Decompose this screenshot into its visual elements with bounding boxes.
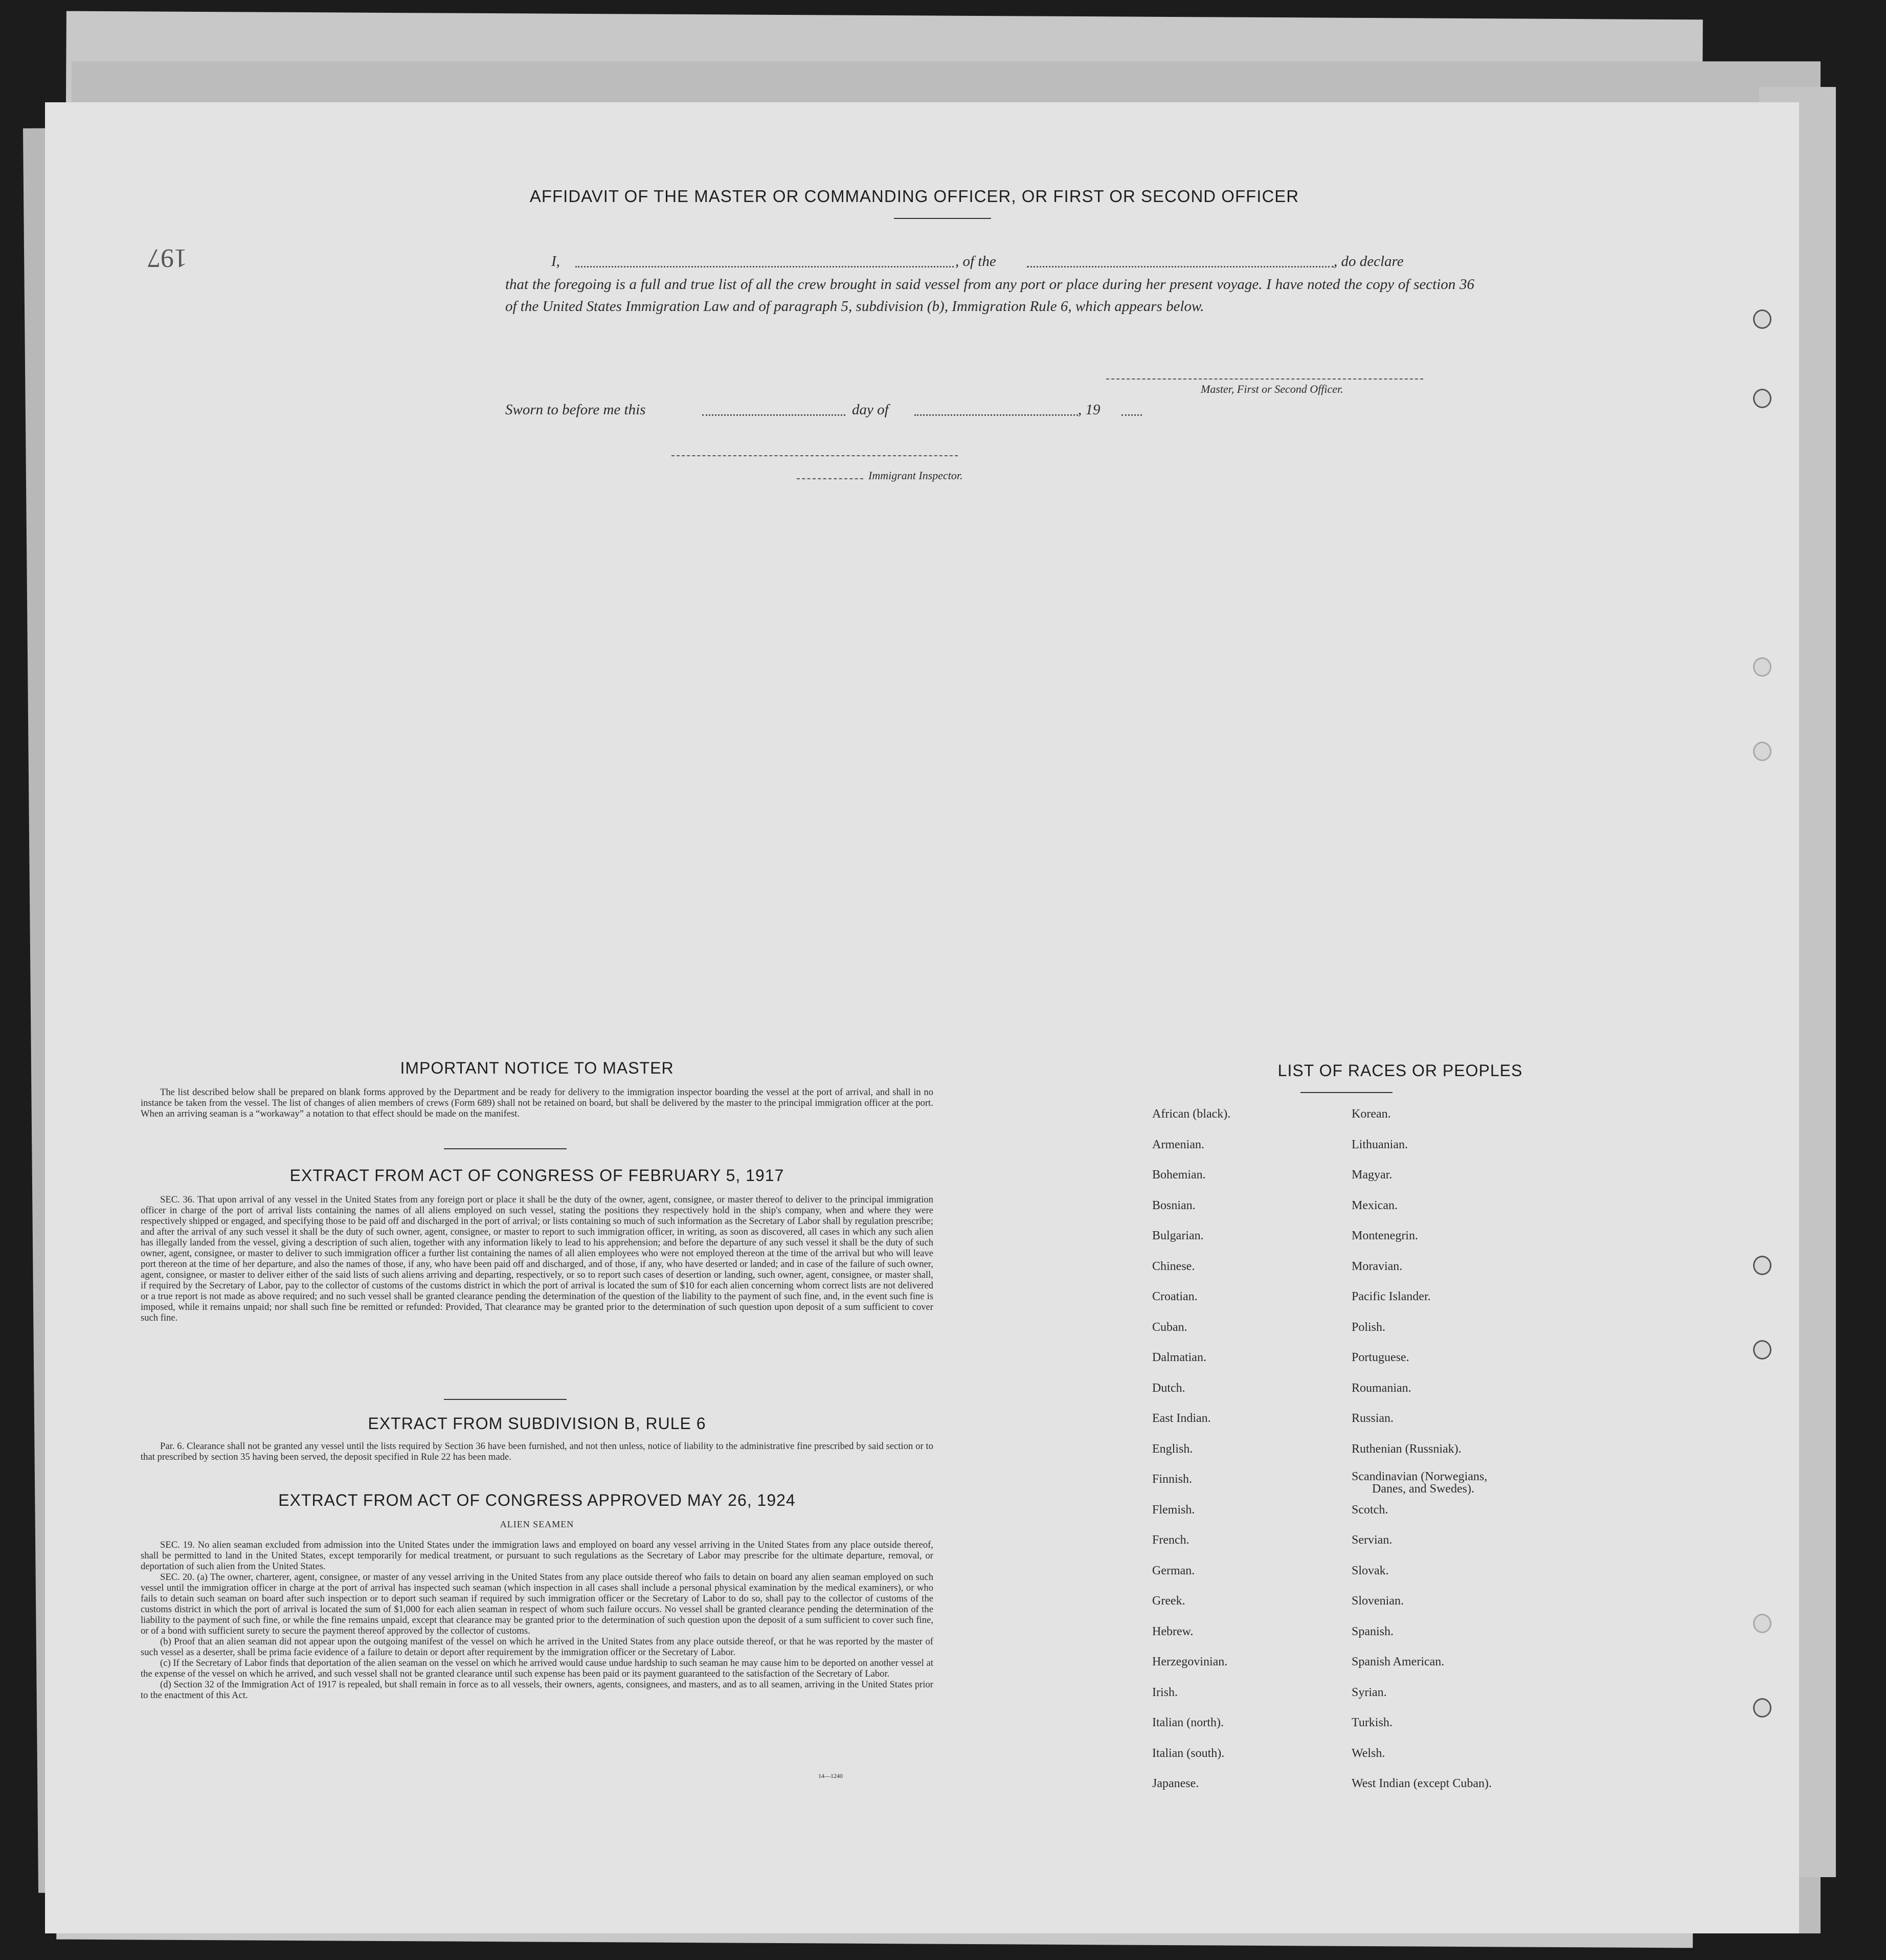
- sworn-day-field[interactable]: [702, 414, 845, 416]
- race-item: Dutch.: [1152, 1381, 1185, 1395]
- race-item: Herzegovinian.: [1152, 1655, 1228, 1668]
- race-item: Armenian.: [1152, 1138, 1204, 1151]
- race-item: Roumanian.: [1352, 1381, 1411, 1395]
- inspector-signature-field[interactable]: [671, 455, 958, 456]
- race-item: Chinese.: [1152, 1259, 1195, 1273]
- extract-1924-body: [141, 1540, 933, 1701]
- race-item: Scotch.: [1352, 1503, 1388, 1517]
- binder-hole: [1753, 1256, 1771, 1275]
- page-stamp: 197: [147, 243, 187, 273]
- race-item: Pacific Islander.: [1352, 1290, 1431, 1303]
- binder-hole: [1753, 657, 1771, 677]
- race-item: West Indian (except Cuban).: [1352, 1777, 1492, 1790]
- race-item: Italian (north).: [1152, 1716, 1224, 1729]
- alien-seamen-subtitle: ALIEN SEAMEN: [500, 1519, 574, 1529]
- race-item: Hebrew.: [1152, 1624, 1194, 1638]
- inspector-caption: Immigrant Inspector.: [868, 469, 963, 482]
- section-rule: [444, 1148, 567, 1149]
- sworn-label: Sworn to before me this: [505, 402, 646, 418]
- race-item: Turkish.: [1352, 1716, 1393, 1729]
- race-item: German.: [1152, 1564, 1195, 1577]
- notice-title: IMPORTANT NOTICE TO MASTER: [400, 1059, 674, 1077]
- title-rule: [894, 218, 991, 219]
- section-rule: [444, 1399, 567, 1400]
- race-item: Korean.: [1352, 1107, 1391, 1121]
- races-left-column: [1152, 1107, 1346, 1790]
- binder-hole: [1753, 1698, 1771, 1718]
- races-rule: [1300, 1092, 1393, 1093]
- race-item: Syrian.: [1352, 1685, 1387, 1699]
- race-item: Russian.: [1352, 1412, 1394, 1425]
- race-item: Bosnian.: [1152, 1198, 1196, 1212]
- race-item: Dalmatian.: [1152, 1351, 1206, 1364]
- master-signature-field[interactable]: [1106, 378, 1423, 380]
- affidavit-declaration-line: [505, 251, 1477, 274]
- race-item: English.: [1152, 1442, 1193, 1456]
- year-field[interactable]: [1121, 414, 1142, 416]
- section-36-body: That upon arrival of any vessel in the United States from any foreign port or place it shall be the duty of the owner, agent, consignee, or master thereof to deliver to the principal immigration officer in charge of the port of arrival lists containing the names of all aliens employed on such vessel, stating the positions they respectively hold in the ship's company, when and where they were respectively shipped or engaged, and specifying those to be paid off and discharged in the port of arrival; or lists containing so much of such information as the Secretary of Labor shall by regulation prescribe; and after the arrival of any such vessel it shall be the duty of such owner, agent, consignee, or master to report to such immigration officer, in writing, as soon as discovered, all cases in which any such alien has illegally landed from the vessel, giving a description of such alien, together with any information likely to lead to his apprehension; and before the departure of any such vessel it shall be the duty of such owner, agent, consignee, or master to deliver to such immigration officer a further list containing the names of all alien employees who were not employed thereon at the time of the arrival but who will leave port thereon at the time of her departure, and also the names of those, if any, who have been paid off and discharged, and of those, if any, who have deserted or landed; and in case of the failure of such owner, agent, consignee, or master to deliver either of the said lists of such aliens arriving and departing, respectively, or so to report such cases of desertion or landing, such owner, agent, consignee, or master shall, if required by the Secretary of Labor, pay to the collector of customs of the customs district in which the port of arrival is located the sum of $10 for each alien concerning whom correct lists are not delivered or a true report is not made as above required; and no such vessel shall be granted clearance pending the determination of the question of the liability to the payment of such fine, and, in the event such fine is imposed, while it remains unpaid; nor shall such fine be remitted or refunded: Provided, That clearance may be granted prior to the determination of such question upon deposit of a sum sufficient to cover such fine.: [141, 1194, 934, 1323]
- affidavit-body: that the foregoing is a full and true list of all the crew brought in said vessel from any port or place during her present voyage. I have noted the copy of section 36 of the United States Immigration Law and of paragraph 5, subdivision (b), Immigration Rule 6, which appears below.: [505, 276, 1474, 315]
- races-right-column: [1352, 1107, 1582, 1790]
- race-item: Finnish.: [1152, 1473, 1193, 1486]
- section-36-text: [141, 1194, 933, 1323]
- binder-hole: [1753, 1614, 1771, 1633]
- section-20d-text: (d) Section 32 of the Immigration Act of 1917 is repealed, but shall remain in force as to all vessels, their owners, agents, consignees, and masters, and as to all seamen, arriving in the United States prior to the enactment of this Act.: [141, 1679, 933, 1701]
- name-field[interactable]: [575, 266, 954, 268]
- race-item: Magyar.: [1352, 1168, 1393, 1182]
- master-caption: Master, First or Second Officer.: [1201, 383, 1343, 395]
- race-item: Lithuanian.: [1352, 1138, 1408, 1151]
- race-item: Slovak.: [1352, 1564, 1389, 1577]
- of-the-label: , of the: [955, 253, 996, 270]
- rule-6-text: Par. 6. Clearance shall not be granted any vessel until the lists required by Section 36 have been furnished, and not then unless, notice of liability to the administrative fine prescribed by said section or to that prescribed by section 35 having been served, the deposit specified in Rule 22 has been made.: [141, 1441, 933, 1462]
- section-19-text: SEC. 19. No alien seaman excluded from admission into the United States under the immigration laws and employed on board any vessel arriving in the United States from any place outside thereof, shall be permitted to land in the United States, except temporarily for medical treatment, or pursuant to such regulations as the Secretary of Labor may prescribe for the ultimate departure, removal, or deportation of such alien from the United States.: [141, 1540, 933, 1572]
- race-item: Cuban.: [1152, 1320, 1187, 1334]
- race-item: Portuguese.: [1352, 1351, 1409, 1364]
- binder-hole: [1753, 1340, 1771, 1360]
- vessel-field[interactable]: [1027, 266, 1334, 268]
- race-item: Welsh.: [1352, 1746, 1385, 1760]
- race-item: Montenegrin.: [1352, 1229, 1418, 1242]
- day-of-label: day of: [852, 402, 889, 418]
- notice-text: The list described below shall be prepared on blank forms approved by the Department and be ready for delivery to the immigration inspector boarding the vessel at the port of arrival, and shall in no instance be taken from the vessel. The list of changes of alien members of crews (Form 689) shall not be retained on board, but shall be delivered by the master to the principal immigration officer at the port. When an arriving seaman is a “workaway” a notation to that effect should be made on the manifest.: [141, 1087, 933, 1119]
- race-item: Servian.: [1352, 1533, 1393, 1547]
- race-item: Scandinavian (Norwegians, Danes, and Swedes).: [1352, 1470, 1488, 1496]
- race-item: Japanese.: [1152, 1777, 1199, 1790]
- race-item: Bulgarian.: [1152, 1229, 1204, 1242]
- race-item: African (black).: [1152, 1107, 1231, 1121]
- race-item: Flemish.: [1152, 1503, 1195, 1517]
- section-36-label: SEC. 36.: [160, 1194, 195, 1205]
- extract-1924-title: EXTRACT FROM ACT OF CONGRESS APPROVED MAY 26, 1924: [278, 1491, 796, 1509]
- sworn-line: [505, 399, 1221, 422]
- race-item: Ruthenian (Russniak).: [1352, 1442, 1462, 1456]
- affidavit-title: AFFIDAVIT OF THE MASTER OR COMMANDING OFFICER, OR FIRST OR SECOND OFFICER: [529, 187, 1299, 206]
- race-item: Moravian.: [1352, 1259, 1403, 1273]
- form-number: 14—1240: [818, 1772, 843, 1779]
- sworn-month-field[interactable]: [914, 414, 1078, 416]
- race-item: Slovenian.: [1352, 1594, 1404, 1608]
- section-20b-text: (b) Proof that an alien seaman did not appear upon the outgoing manifest of the vessel on which he arrived in the United States from any place outside thereof, or that he was reported by the master of such vessel as a deserter, shall be prima facie evidence of a failure to detain or deport after requirement by the immigration officer or the Secretary of Labor.: [141, 1636, 933, 1658]
- race-item: Spanish American.: [1352, 1655, 1445, 1668]
- inspector-prefix-field[interactable]: [797, 478, 863, 479]
- race-item: Croatian.: [1152, 1290, 1198, 1303]
- race-item: Italian (south).: [1152, 1746, 1225, 1760]
- extract-1917-title: EXTRACT FROM ACT OF CONGRESS OF FEBRUARY 5, 1917: [289, 1166, 784, 1185]
- section-20c-text: (c) If the Secretary of Labor finds that deportation of the alien seaman on the vessel on which he arrived would cause undue hardship to such seaman he may cause him to be deported on another vessel at the expense of the vessel on which he arrived, and such vessel shall not be granted clearance until such expense has been paid or its payment guaranteed to the satisfaction of the Secretary of Labor.: [141, 1658, 933, 1679]
- race-item: Irish.: [1152, 1685, 1178, 1699]
- race-item: Spanish.: [1352, 1624, 1394, 1638]
- race-item: Polish.: [1352, 1320, 1386, 1334]
- section-20a-text: SEC. 20. (a) The owner, charterer, agent, consignee, or master of any vessel arriving in the United States from any place outside thereof who fails to detain on board any alien seaman employed on such vessel until the immigration officer in charge at the port of arrival has inspected such seaman (which inspection in all cases shall include a personal physical examination by the medical examiners), or who fails to detain such seaman on board after such inspection or to deport such seaman if required by such immigration officer or the Secretary of Labor to do so, shall pay to the collector of customs of the customs district in which the port of arrival is located the sum of $1,000 for each alien seaman in respect of whom such failure occurs. No vessel shall be granted clearance pending the determination of the liability to the payment of such fine, or while the fine remains unpaid, except that clearance may be granted prior to the determination of such question upon the deposit of a sum sufficient to cover such fine, or of a bond with sufficient surety to secure the payment thereof approved by the collector of customs.: [141, 1572, 933, 1636]
- race-item: East Indian.: [1152, 1412, 1211, 1425]
- races-title: LIST OF RACES OR PEOPLES: [1277, 1061, 1523, 1080]
- race-item: French.: [1152, 1533, 1189, 1547]
- do-declare-label: , do declare: [1334, 253, 1404, 270]
- binder-hole: [1753, 742, 1771, 761]
- document-page: [45, 102, 1799, 1933]
- race-item: Bohemian.: [1152, 1168, 1206, 1182]
- binder-hole: [1753, 389, 1771, 408]
- i-label: I,: [551, 253, 560, 270]
- year-label: , 19: [1078, 402, 1101, 418]
- race-item: Greek.: [1152, 1594, 1185, 1608]
- race-item: Mexican.: [1352, 1198, 1398, 1212]
- extract-rule6-title: EXTRACT FROM SUBDIVISION B, RULE 6: [368, 1414, 706, 1433]
- binder-hole: [1753, 309, 1771, 329]
- race-item-continuation: Danes, and Swedes).: [1372, 1482, 1474, 1496]
